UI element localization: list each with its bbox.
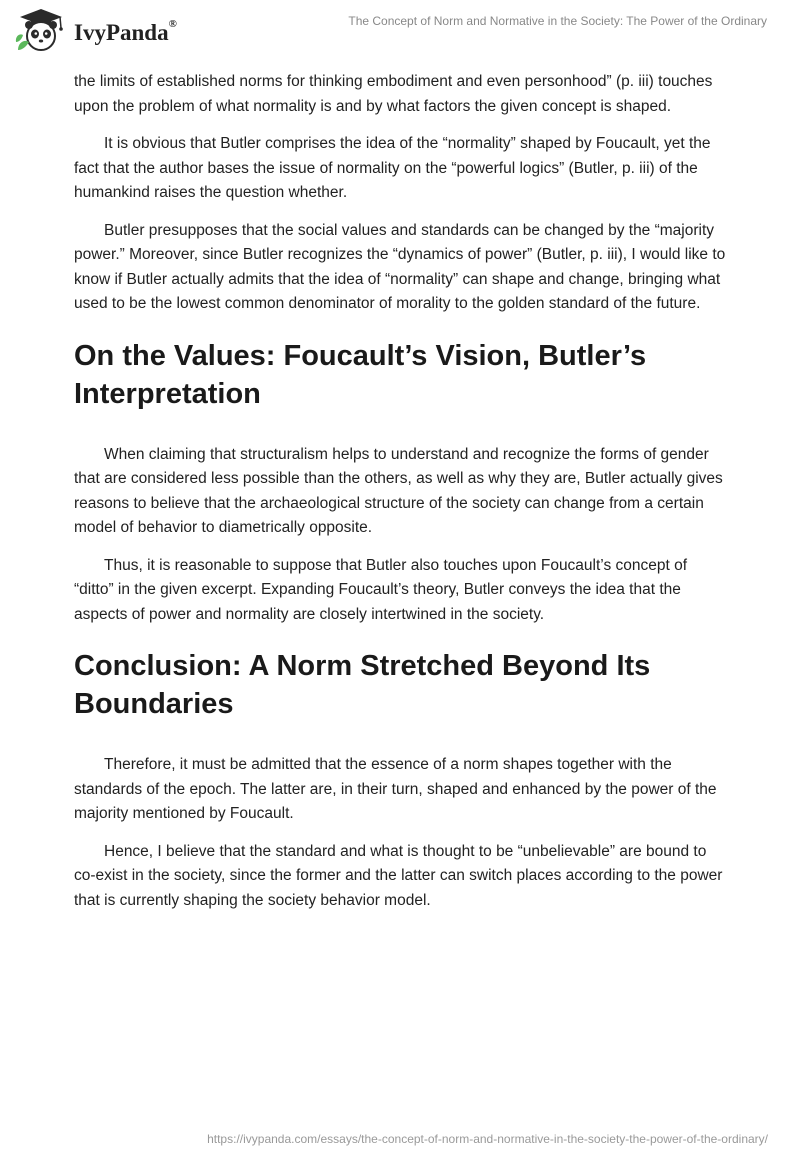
paragraph: Therefore, it must be admitted that the essence of a norm shapes together with the standards of the epoch. The latter are, in their turn, shaped and enhanced by the power of the majority mentioned by Foucault.: [74, 756, 717, 822]
brand-name: IvyPanda®: [74, 18, 177, 45]
running-title: The Concept of Norm and Normative in the Society: The Power of the Ordinary: [348, 14, 767, 28]
paragraph: When claiming that structuralism helps to understand and recognize the forms of gender that are considered less possible than the others, as well as why they are, Butler actually gives reasons to believe that the archaeological structure of the society can change from a certain model of behavior to diametrically opposite.: [74, 445, 723, 536]
paragraph: Thus, it is reasonable to suppose that Butler also touches upon Foucault’s concept of “ditto” in the given excerpt. Expanding Foucault’s theory, Butler conveys the idea that the aspects of power and normality are closely intertwined in the society.: [74, 556, 688, 623]
paragraph: the limits of established norms for thinking embodiment and even personhood” (p. iii) touches upon the problem of what normality is and by what factors the given concept is shaped.: [74, 73, 713, 115]
paragraph: Hence, I believe that the standard and what is thought to be “unbelievable” are bound to co-exist in the society, since the former and the latter can switch places according to the power that is currently shaping the society behavior model.: [74, 842, 723, 909]
paragraph: Butler presupposes that the social values and standards can be changed by the “majority power.” Moreover, since Butler recognizes the “dynamics of power” (Butler, p. iii), I would like to know if Butler actually admits that the idea of “normality” can shape and change, bringing what used to be the lowest common denominator of morality to the golden standard of the future.: [74, 221, 726, 312]
panda-graduate-icon: [12, 6, 70, 54]
source-url-link[interactable]: https://ivypanda.com/essays/the-concept-of-norm-and-normative-in-the-society-the-power-of-the-ordinary/: [207, 1132, 768, 1146]
trademark-symbol: ®: [168, 18, 177, 30]
article-body: [74, 70, 726, 926]
paragraph: It is obvious that Butler comprises the idea of the “normality” shaped by Foucault, yet the fact that the author bases the issue of normality on the “powerful logics” (Butler, p. iii) of the humankind raises the question whether.: [74, 135, 711, 201]
ivypanda-logo[interactable]: [12, 6, 177, 54]
section-heading-conclusion: Conclusion: A Norm Stretched Beyond Its Boundaries: [74, 650, 651, 720]
section-heading-values: On the Values: Foucault’s Vision, Butler’s Interpretation: [74, 339, 647, 410]
